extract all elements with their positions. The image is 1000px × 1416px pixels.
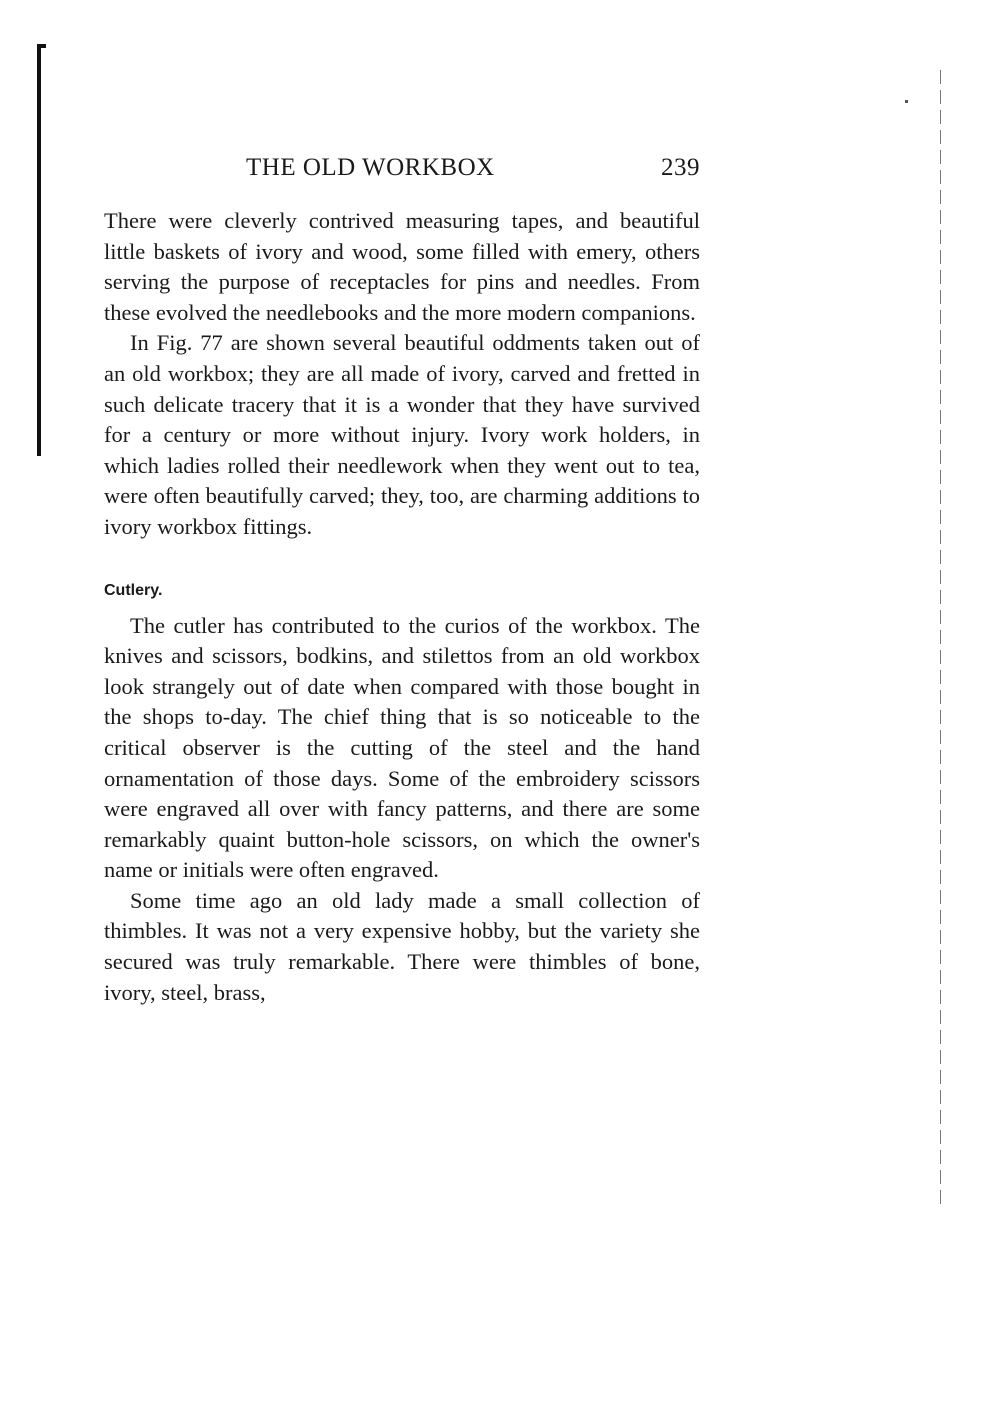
scan-edge-left-tick [37,44,46,48]
running-head [104,150,700,194]
book-page [104,150,700,1008]
paragraph-thimbles: Some time ago an old lady made a small collection of thimbles. It was not a very expensive hobby, but the variety she secured was truly remarkable. There were thimbles of bone, ivory, steel, brass, [104,887,700,1005]
paragraph-ivory-oddments: In Fig. 77 are shown several beautiful oddments taken out of an old workbox; they are all made of ivory, carved and fretted in such delicate tracery that it is a wonder that they have survived for a century or more without injury. Ivory work holders, in which ladies rolled their needlework when they went out to tea, were often beautifully carved; they, too, are charming additions to ivory workbox fittings. [104,330,700,539]
page-number: 239 [661,154,700,181]
paragraph-cutler: The cutler has contributed to the curios of the workbox. The knives and scissors, bodkins, and stilettos from an old workbox look strangely out of date when compared with those bought in the shops to-day. The chief thing that is so noticeable to the critical observer is the cutting of the steel and the hand ornamentation of those days. Some of the embroidery scissors were engraved all over with fancy patterns, and there are some remarkably quaint button-hole scissors, on which the owner's name or initials were often engraved. [104,612,700,883]
section-heading-cutlery: Cutlery. [104,581,163,599]
scan-edge-right [940,70,941,1210]
paragraph-measuring-tapes: There were cleverly contrived measuring tapes, and beautiful little baskets of ivory and wood, some filled with emery, others serving the purpose of receptacles for pins and needles. From these evolved the needlebooks and the more modern companions. [104,208,700,325]
scan-speck [905,100,908,103]
scan-edge-left [37,44,41,456]
running-title: THE OLD WORKBOX [246,154,495,181]
